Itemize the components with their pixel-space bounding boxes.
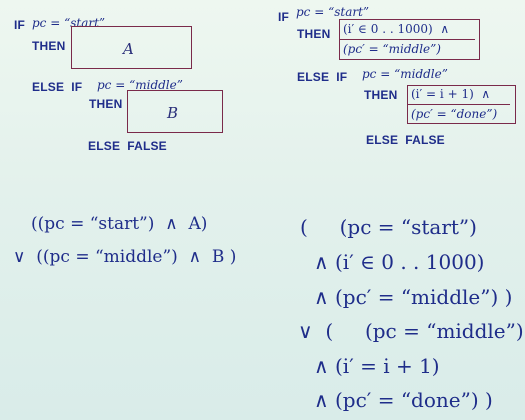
formula-box-2-line1: (i′ = i + 1) ∧: [411, 87, 491, 101]
else-if-condition-right: pc = “middle”: [362, 67, 448, 81]
box-b-label: B: [167, 104, 179, 122]
right-formula-line5: ∧ (i′ = i + 1): [314, 354, 440, 378]
right-formula-line4: ∨ ( (pc = “middle”): [298, 319, 524, 343]
right-formula-line3: ∧ (pc′ = “middle”) ): [314, 285, 513, 309]
left-formula-line1: ((pc = “start”) ∧ A): [31, 214, 208, 234]
else-if-condition: pc = “middle”: [97, 78, 183, 92]
formula-box-1-divider: [340, 39, 475, 40]
then-keyword-right-2: THEN: [364, 88, 398, 102]
formula-box-2-line2: (pc′ = “done”): [411, 107, 498, 121]
box-a-label: A: [123, 40, 134, 58]
else-if-keyword-right: ELSE IF: [297, 70, 348, 84]
if-keyword-right: IF: [278, 10, 290, 24]
left-formula-line2: ∨ ((pc = “middle”) ∧ B ): [13, 247, 237, 267]
right-formula-line1: ( (pc = “start”): [300, 215, 477, 239]
if-condition-right: pc = “start”: [296, 5, 370, 19]
if-condition: pc = “start”: [32, 16, 106, 30]
then-keyword-right: THEN: [297, 27, 331, 41]
formula-box-2-divider: [408, 104, 510, 105]
formula-box-1-line2: (pc′ = “middle”): [343, 42, 441, 56]
else-if-keyword: ELSE IF: [32, 80, 83, 94]
right-formula-line6: ∧ (pc′ = “done”) ): [314, 388, 493, 412]
then-keyword: THEN: [32, 39, 66, 53]
else-false-right: ELSE FALSE: [366, 133, 445, 147]
formula-box-1-line1: (i′ ∈ 0 . . 1000) ∧: [343, 22, 450, 36]
else-false: ELSE FALSE: [88, 139, 167, 153]
right-formula-line2: ∧ (i′ ∈ 0 . . 1000): [314, 250, 485, 274]
then-keyword-2: THEN: [89, 97, 123, 111]
if-keyword: IF: [14, 18, 26, 32]
